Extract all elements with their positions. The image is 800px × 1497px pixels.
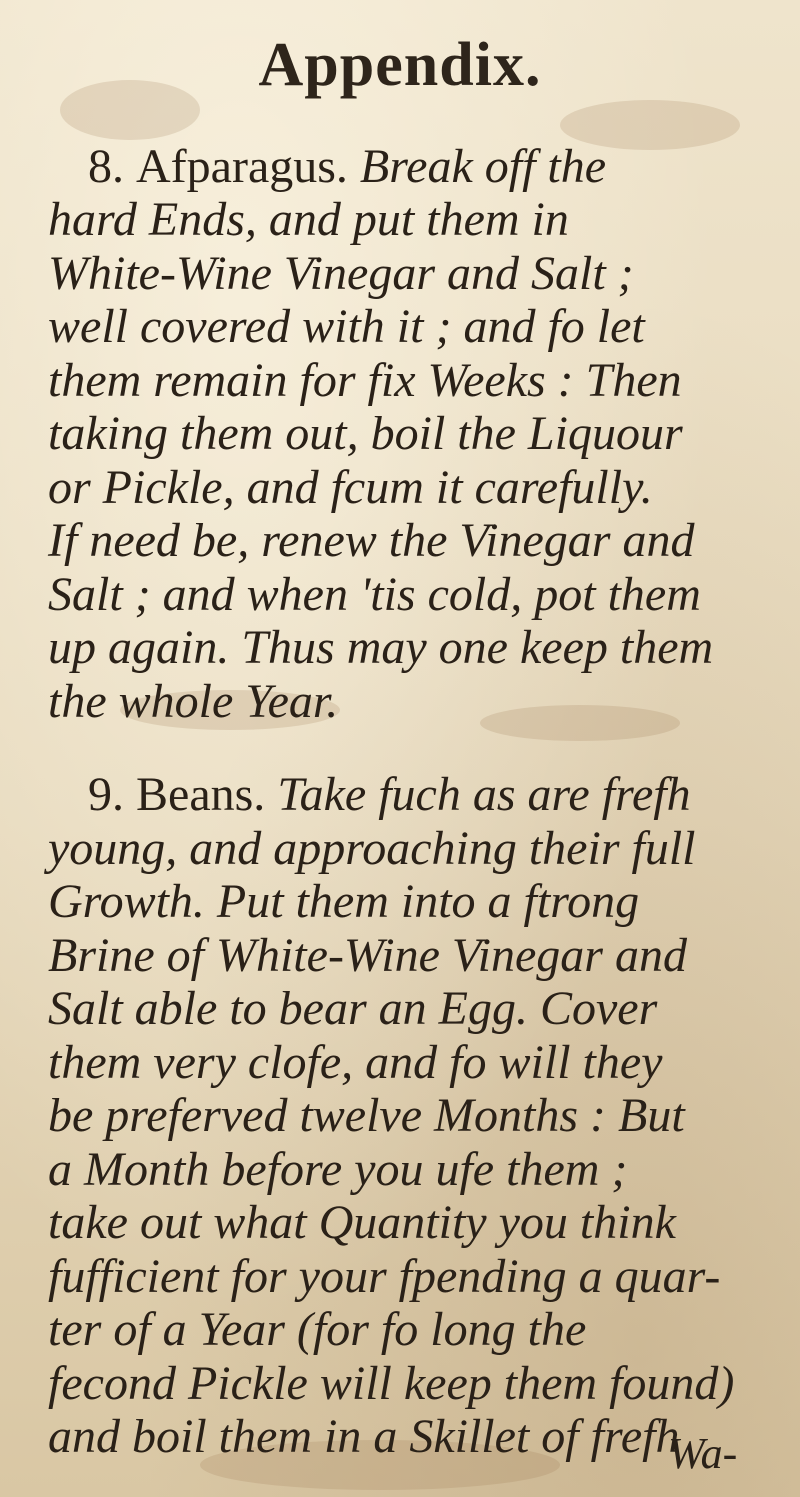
text-line: fecond Pickle will keep them found) (48, 1357, 735, 1410)
text-line: young, and approaching their full (48, 822, 696, 875)
text-line: them remain for fix Weeks : Then (48, 354, 682, 407)
text-line: taking them out, boil the Liquour (48, 407, 683, 460)
text-line: Salt able to bear an Egg. Cover (48, 982, 658, 1035)
text-line: and boil them in a Skillet of frefh (48, 1410, 680, 1463)
text-line: well covered with it ; and fo let (48, 300, 645, 353)
entry-heading-line (88, 140, 606, 193)
text-line: Brine of White-Wine Vinegar and (48, 929, 687, 982)
text-line: a Month before you ufe them ; (48, 1143, 628, 1196)
catchword: Wa- (668, 1429, 738, 1478)
text-line: be preferved twelve Months : But (48, 1089, 685, 1142)
text-line: the whole Year. (48, 675, 339, 728)
text-line: ter of a Year (for fo long the (48, 1303, 587, 1356)
running-head: Appendix. (258, 31, 542, 99)
text-line: hard Ends, and put them in (48, 193, 569, 246)
text-line: them very clofe, and fo will they (48, 1036, 663, 1089)
text-line: Break off the (359, 140, 607, 193)
entry-number: 8. (88, 140, 124, 193)
entry-number: 9. (88, 768, 124, 821)
entry-title: Afparagus. (136, 140, 348, 193)
text-line: If need be, renew the Vinegar and (48, 514, 695, 567)
text-line: Salt ; and when 'tis cold, pot them (48, 568, 701, 621)
text-line: White-Wine Vinegar and Salt ; (48, 247, 634, 300)
text-line: Take fuch as are frefh (277, 768, 691, 821)
entry-title: Beans. (136, 768, 266, 821)
text-line: Growth. Put them into a ftrong (48, 875, 640, 928)
text-line: or Pickle, and fcum it carefully. (48, 461, 653, 514)
text-line: up again. Thus may one keep them (48, 621, 714, 674)
entry-heading-line (88, 768, 691, 821)
text-line: fufficient for your fpending a quar- (48, 1250, 721, 1303)
text-line: take out what Quantity you think (48, 1196, 676, 1249)
